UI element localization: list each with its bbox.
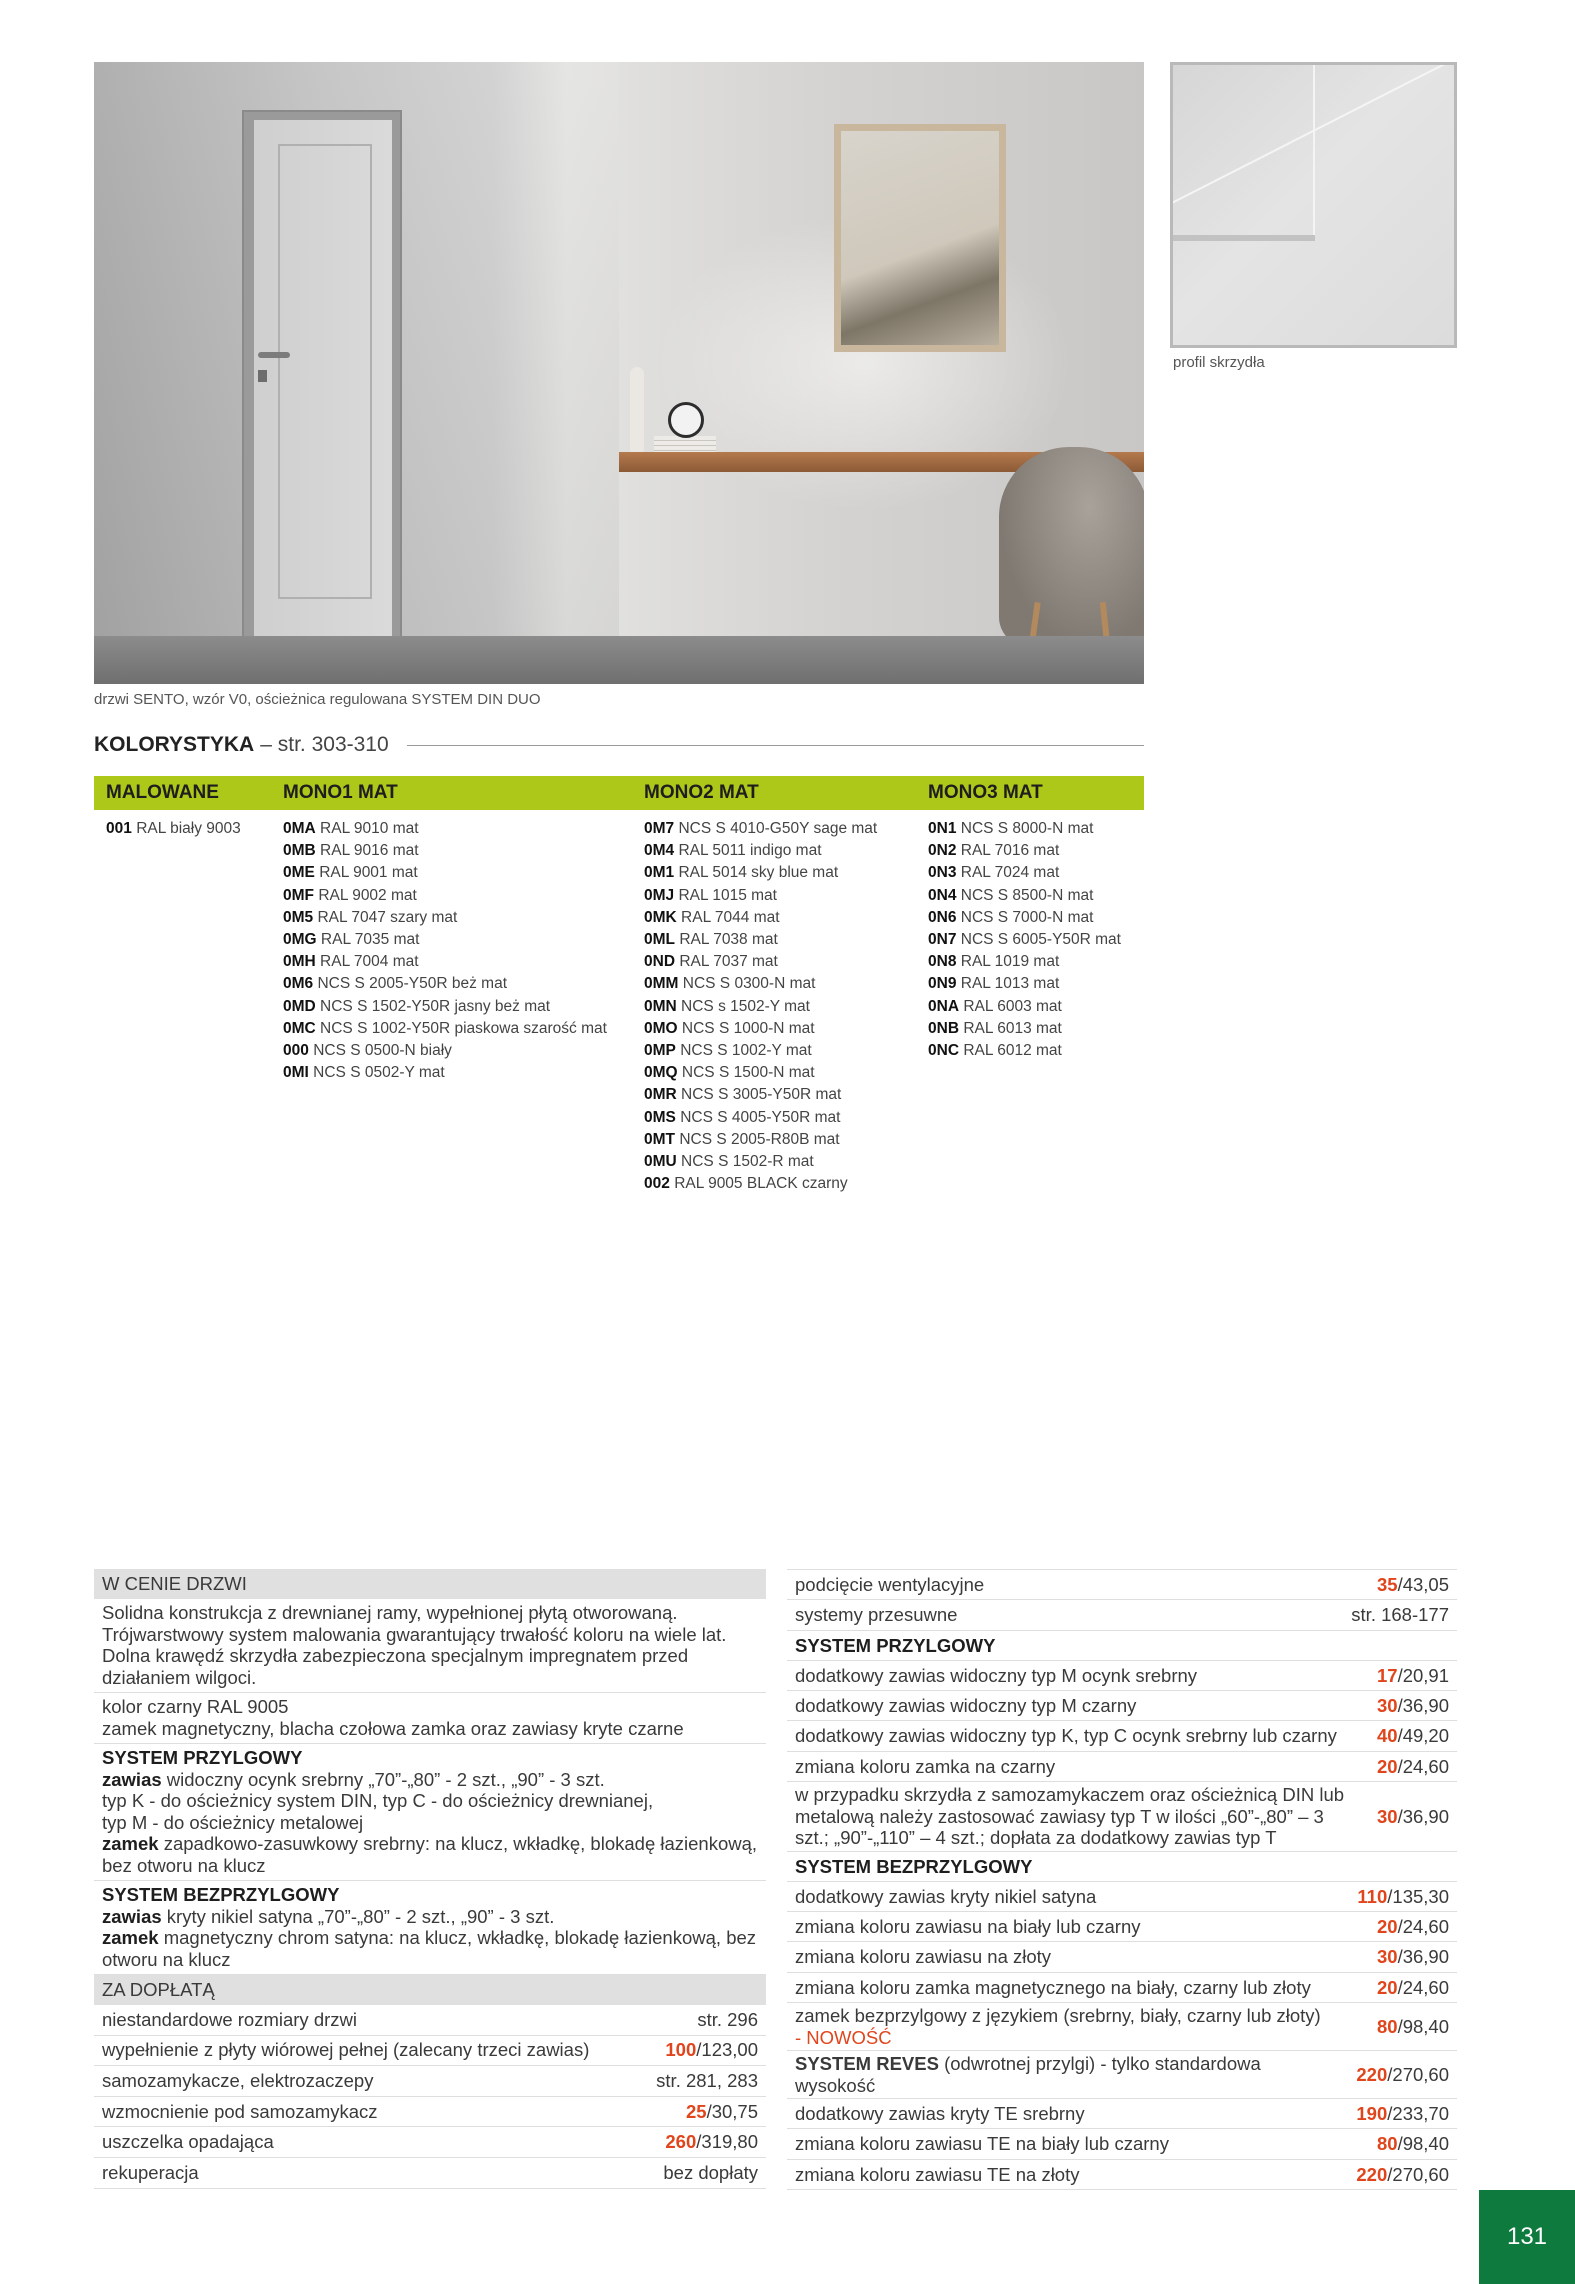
color-entry bbox=[644, 1129, 877, 1151]
color-entry bbox=[644, 1040, 877, 1062]
color-code: 0N3 bbox=[928, 864, 957, 882]
color-name: RAL 7035 mat bbox=[320, 931, 420, 949]
row-label: zmiana koloru zawiasu TE na złoty bbox=[795, 2163, 1080, 2185]
color-code: 0MU bbox=[644, 1153, 677, 1171]
row-label: systemy przesuwne bbox=[795, 1604, 958, 1626]
color-entry bbox=[644, 951, 877, 973]
bezprzylgowy-zawias bbox=[102, 1906, 758, 1928]
price-row bbox=[787, 2099, 1457, 2129]
page-number: 131 bbox=[1479, 2190, 1575, 2284]
zamek-text: zapadkowo-zasuwkowy srebrny: na klucz, wkładkę, blokadę łazienkową, bez otworu na klucz bbox=[102, 1833, 758, 1876]
row-label: dodatkowy zawias widoczny typ M ocynk srebrny bbox=[795, 1664, 1198, 1686]
color-entry bbox=[644, 973, 877, 995]
color-entry bbox=[283, 907, 607, 929]
price-row bbox=[787, 1661, 1457, 1691]
color-code: 0NC bbox=[928, 1042, 960, 1060]
color-code: 0MO bbox=[644, 1019, 678, 1037]
books bbox=[654, 436, 716, 452]
price-gross: str. 168-177 bbox=[1351, 1604, 1449, 1626]
color-code: 0MQ bbox=[644, 1064, 678, 1082]
row-price bbox=[665, 2039, 758, 2061]
color-entry bbox=[644, 1018, 877, 1040]
row-price bbox=[656, 2070, 758, 2092]
color-entry bbox=[283, 1018, 607, 1040]
row-price bbox=[1377, 1695, 1449, 1717]
color-entry bbox=[283, 818, 607, 840]
price-net: 110 bbox=[1357, 1885, 1388, 1907]
row-label: zmiana koloru zawiasu na biały lub czarny bbox=[795, 1916, 1141, 1938]
bezprzylgowy-title: SYSTEM BEZPRZYLGOWY bbox=[102, 1884, 340, 1905]
door-photo bbox=[94, 62, 1144, 684]
color-name: RAL 7038 mat bbox=[679, 931, 778, 949]
photo-caption: drzwi SENTO, wzór V0, ościeżnica regulowana SYSTEM DIN DUO bbox=[94, 691, 541, 708]
row-label: dodatkowy zawias kryty TE srebrny bbox=[795, 2102, 1085, 2124]
price-gross: /98,40 bbox=[1397, 2015, 1449, 2037]
price-row bbox=[94, 2066, 766, 2097]
color-entry bbox=[283, 929, 607, 951]
color-name: NCS S 7000-N mat bbox=[960, 908, 1094, 926]
color-name: NCS S 2005-Y50R beż mat bbox=[317, 975, 508, 993]
price-gross: /135,30 bbox=[1387, 1885, 1449, 1907]
price-gross: /36,90 bbox=[1397, 1805, 1449, 1827]
doplata-header: ZA DOPŁATĄ bbox=[94, 1975, 766, 2005]
row-label: w przypadku skrzydła z samozamykaczem oraz ościeżnicą DIN lub metalową należy zastosować zawiasy typ T w ilości „60”-„80” – 3 szt.; „90”-„110” – 4 szt.; dopłata za dodatkowy zawias typ T bbox=[795, 1784, 1345, 1849]
color-code: 0ME bbox=[283, 864, 315, 882]
color-name: RAL 6012 mat bbox=[963, 1042, 1062, 1060]
price-gross: /319,80 bbox=[696, 2131, 758, 2153]
price-gross: /36,90 bbox=[1397, 1946, 1449, 1968]
color-code: 0ML bbox=[644, 931, 675, 949]
color-code: 0MP bbox=[644, 1042, 676, 1060]
price-row bbox=[94, 2097, 766, 2128]
color-code: 0MF bbox=[283, 886, 314, 904]
color-code: 0MN bbox=[644, 997, 677, 1015]
price-net: 40 bbox=[1376, 1725, 1398, 1747]
color-column-mono2 bbox=[644, 818, 877, 1195]
row-price bbox=[665, 2131, 758, 2153]
color-entry bbox=[644, 1173, 877, 1195]
color-code: 0MB bbox=[283, 842, 316, 860]
price-net: 30 bbox=[1376, 1695, 1398, 1717]
color-name: NCS S 3005-Y50R mat bbox=[681, 1086, 842, 1104]
color-name: NCS S 1502-Y50R jasny beż mat bbox=[320, 997, 551, 1015]
przylgowy-zamek bbox=[102, 1833, 758, 1876]
price-gross: /30,75 bbox=[706, 2100, 758, 2122]
color-entry bbox=[928, 1040, 1121, 1062]
color-code: 0ND bbox=[644, 953, 676, 971]
included-features-table bbox=[94, 1569, 766, 2189]
color-entry bbox=[283, 885, 607, 907]
row-price bbox=[1356, 2164, 1449, 2186]
color-entry bbox=[283, 1040, 607, 1062]
kolorystyka-title: KOLORYSTYKA bbox=[94, 733, 255, 756]
color-entry bbox=[644, 818, 877, 840]
price-gross: /98,40 bbox=[1397, 2133, 1449, 2155]
color-entry bbox=[283, 862, 607, 884]
color-entry bbox=[283, 996, 607, 1018]
price-gross: /49,20 bbox=[1397, 1725, 1449, 1747]
mirror-glass bbox=[841, 131, 999, 345]
profile-caption: profil skrzydła bbox=[1173, 354, 1265, 371]
color-entry bbox=[283, 951, 607, 973]
header-mono2: MONO2 MAT bbox=[644, 782, 759, 803]
kolorystyka-heading bbox=[94, 730, 1144, 760]
price-net: 20 bbox=[1376, 1976, 1398, 1998]
price-net: 220 bbox=[1356, 2163, 1388, 2185]
color-name: NCS S 4010-G50Y sage mat bbox=[678, 820, 878, 837]
price-gross: /43,05 bbox=[1397, 1573, 1449, 1595]
color-entry bbox=[644, 840, 877, 862]
color-code: 0MI bbox=[283, 1064, 309, 1082]
bezprzylgowy-info bbox=[94, 1881, 766, 1975]
price-row bbox=[787, 1752, 1457, 1782]
color-entry bbox=[644, 907, 877, 929]
price-gross: str. 296 bbox=[697, 2008, 758, 2030]
color-name: RAL 6013 mat bbox=[963, 1019, 1062, 1037]
row-label: wypełnienie z płyty wiórowej pełnej (zalecany trzeci zawias) bbox=[102, 2039, 590, 2061]
leaf-profile-image bbox=[1170, 62, 1457, 348]
color-code: 0M4 bbox=[644, 842, 675, 860]
color-code: 0N7 bbox=[928, 931, 957, 949]
color-code: 0MG bbox=[283, 931, 317, 949]
price-net: 80 bbox=[1376, 2133, 1398, 2155]
color-entry bbox=[644, 885, 877, 907]
price-row bbox=[787, 1973, 1457, 2003]
color-entry bbox=[928, 840, 1121, 862]
color-code: 0NA bbox=[928, 997, 960, 1015]
color-name: RAL 5011 indigo mat bbox=[678, 842, 822, 860]
przylgowy-typ-k: typ K - do ościeżnicy system DIN, typ C - do ościeżnicy drewnianej, bbox=[102, 1790, 654, 1811]
price-gross: /233,70 bbox=[1387, 2102, 1449, 2124]
row-price bbox=[1377, 2016, 1449, 2038]
color-name: NCS s 1502-Y mat bbox=[681, 997, 810, 1015]
price-gross: /24,60 bbox=[1397, 1916, 1449, 1938]
color-name: NCS S 2005-R80B mat bbox=[679, 1130, 840, 1148]
color-code: 000 bbox=[283, 1042, 309, 1060]
row-price bbox=[697, 2009, 758, 2031]
color-name: RAL 7044 mat bbox=[681, 908, 780, 926]
price-row bbox=[787, 1782, 1457, 1852]
color-name: NCS S 0500-N biały bbox=[313, 1042, 452, 1060]
zawias-text: kryty nikiel satyna „70”-„80” - 2 szt., „90” - 3 szt. bbox=[161, 1905, 555, 1927]
black-variant-info bbox=[94, 1693, 766, 1744]
price-row bbox=[787, 2129, 1457, 2159]
row-label: rekuperacja bbox=[102, 2161, 199, 2183]
price-net: 20 bbox=[1376, 1916, 1398, 1938]
row-price bbox=[1356, 2064, 1449, 2086]
price-net: 17 bbox=[1376, 1664, 1398, 1686]
color-name: RAL 1019 mat bbox=[960, 953, 1060, 971]
color-code: 0MD bbox=[283, 997, 316, 1015]
price-row-wentylacja bbox=[787, 1570, 1457, 1600]
color-entry bbox=[928, 818, 1121, 840]
w-cenie-header: W CENIE DRZWI bbox=[94, 1569, 766, 1599]
row-label bbox=[795, 2005, 1339, 2048]
price-gross: /36,90 bbox=[1397, 1695, 1449, 1717]
zawias-label: zawias bbox=[102, 1905, 162, 1927]
color-name: NCS S 8500-N mat bbox=[960, 886, 1094, 904]
row-label: dodatkowy zawias widoczny typ M czarny bbox=[795, 1695, 1137, 1717]
reves-text: (odwrotnej przylgi) - tylko standardowa wysokość bbox=[795, 2053, 1261, 2096]
zamek-label: zamek bbox=[102, 1833, 159, 1854]
row-price bbox=[1377, 1977, 1449, 1999]
te-price-rows bbox=[787, 2099, 1457, 2190]
color-code: 0N4 bbox=[928, 886, 957, 904]
row-label bbox=[795, 2053, 1356, 2096]
color-name: RAL 9016 mat bbox=[320, 842, 419, 860]
price-net: 30 bbox=[1376, 1946, 1398, 1968]
color-name: RAL 1015 mat bbox=[678, 886, 777, 904]
row-label: zmiana koloru zawiasu TE na biały lub czarny bbox=[795, 2133, 1169, 2155]
przylgowy-zawias bbox=[102, 1769, 758, 1791]
color-name: NCS S 1500-N mat bbox=[681, 1064, 815, 1082]
row-price bbox=[1377, 1756, 1449, 1778]
row-price bbox=[1377, 1916, 1449, 1938]
row-price bbox=[1351, 1604, 1449, 1626]
right-przylgowy-title: SYSTEM PRZYLGOWY bbox=[787, 1631, 1457, 1661]
color-name: RAL biały 9003 bbox=[136, 820, 241, 837]
header-malowane: MALOWANE bbox=[106, 782, 219, 803]
extras-table bbox=[787, 1569, 1457, 2190]
door-panel bbox=[278, 144, 372, 599]
color-name: RAL 9005 BLACK czarny bbox=[674, 1175, 848, 1193]
color-code: 0N8 bbox=[928, 953, 957, 971]
color-name: RAL 1013 mat bbox=[960, 975, 1060, 993]
color-code: 0MT bbox=[644, 1130, 675, 1148]
color-entry bbox=[644, 1107, 877, 1129]
color-entry bbox=[928, 951, 1121, 973]
reves-title: SYSTEM REVES bbox=[795, 2053, 939, 2075]
color-entry bbox=[928, 1018, 1121, 1040]
doplata-rows bbox=[94, 2005, 766, 2189]
zawias-label: zawias bbox=[102, 1768, 162, 1790]
row-price bbox=[1377, 2133, 1449, 2155]
clock-icon bbox=[668, 402, 704, 438]
color-name: NCS S 1000-N mat bbox=[681, 1019, 815, 1037]
przylgowy-info bbox=[94, 1744, 766, 1881]
price-row bbox=[787, 1882, 1457, 1912]
color-entry bbox=[928, 862, 1121, 884]
header-mono1: MONO1 MAT bbox=[283, 782, 398, 803]
color-entry bbox=[928, 907, 1121, 929]
color-column-mono3 bbox=[928, 818, 1121, 1062]
color-entry bbox=[106, 818, 241, 840]
row-label: dodatkowy zawias widoczny typ K, typ C ocynk srebrny lub czarny bbox=[795, 1725, 1337, 1747]
color-code: 0N2 bbox=[928, 842, 957, 860]
color-column-malowane bbox=[106, 818, 241, 840]
color-code: 0M5 bbox=[283, 908, 314, 926]
floor bbox=[94, 636, 1144, 684]
price-row bbox=[787, 2160, 1457, 2190]
color-name: NCS S 0300-N mat bbox=[682, 975, 816, 993]
color-column-mono1 bbox=[283, 818, 607, 1084]
zamek-text: magnetyczny chrom satyna: na klucz, wkładkę, blokadę łazienkową, bez otworu na klucz bbox=[102, 1927, 757, 1970]
color-entry bbox=[283, 840, 607, 862]
color-code: 0MH bbox=[283, 953, 316, 971]
heading-rule bbox=[407, 745, 1144, 746]
kolorystyka-pages: – str. 303-310 bbox=[260, 733, 389, 756]
color-name: RAL 6003 mat bbox=[963, 997, 1062, 1015]
przylgowy-typ-m: typ M - do ościeżnicy metalowej bbox=[102, 1811, 364, 1833]
row-price bbox=[1356, 2103, 1449, 2125]
row-price bbox=[1357, 1886, 1449, 1908]
price-net: 220 bbox=[1356, 2063, 1388, 2085]
color-code: 001 bbox=[106, 820, 132, 837]
price-net: 30 bbox=[1376, 1805, 1398, 1827]
color-name: NCS S 8000-N mat bbox=[960, 820, 1094, 837]
color-name: RAL 7024 mat bbox=[960, 864, 1060, 882]
row-label: wzmocnienie pod samozamykacz bbox=[102, 2100, 378, 2122]
price-row bbox=[94, 2036, 766, 2067]
color-code: 0NB bbox=[928, 1019, 960, 1037]
color-name: RAL 7037 mat bbox=[679, 953, 778, 971]
price-row-reves bbox=[787, 2051, 1457, 2099]
price-row-przesuwne bbox=[787, 1600, 1457, 1630]
color-name: RAL 5014 sky blue mat bbox=[678, 864, 839, 882]
row-label: podcięcie wentylacyjne bbox=[795, 1573, 985, 1595]
color-name: RAL 9002 mat bbox=[318, 886, 417, 904]
color-code: 0N9 bbox=[928, 975, 957, 993]
przylgowy-price-rows bbox=[787, 1661, 1457, 1852]
color-name: NCS S 1002-Y50R piaskowa szarość mat bbox=[320, 1019, 607, 1037]
price-net: 25 bbox=[685, 2100, 707, 2122]
vase bbox=[630, 367, 644, 452]
door-lock bbox=[258, 370, 267, 382]
profile-groove bbox=[1173, 235, 1315, 241]
price-gross: bez dopłaty bbox=[663, 2161, 758, 2183]
color-code: 0MM bbox=[644, 975, 679, 993]
color-entry bbox=[644, 996, 877, 1018]
color-code: 0MJ bbox=[644, 886, 675, 904]
price-gross: /270,60 bbox=[1387, 2163, 1449, 2185]
color-name: NCS S 0502-Y mat bbox=[313, 1064, 445, 1082]
price-gross: str. 281, 283 bbox=[656, 2069, 758, 2091]
price-gross: /20,91 bbox=[1397, 1664, 1449, 1686]
row-label: samozamykacze, elektrozaczepy bbox=[102, 2069, 374, 2091]
black-hardware-line: zamek magnetyczny, blacha czołowa zamka oraz zawiasy kryte czarne bbox=[102, 1717, 684, 1739]
new-badge: - NOWOŚĆ bbox=[795, 2026, 892, 2048]
color-entry bbox=[928, 996, 1121, 1018]
bezprzylgowy-zamek bbox=[102, 1927, 758, 1970]
price-row bbox=[94, 2127, 766, 2158]
right-bezprzylgowy-title: SYSTEM BEZPRZYLGOWY bbox=[787, 1852, 1457, 1882]
color-name: RAL 7047 szary mat bbox=[317, 908, 458, 926]
row-label: zmiana koloru zamka magnetycznego na biały, czarny lub złoty bbox=[795, 1976, 1311, 1998]
color-entry bbox=[644, 1151, 877, 1173]
color-name: NCS S 1502-R mat bbox=[681, 1153, 814, 1171]
color-name: RAL 7004 mat bbox=[320, 953, 419, 971]
color-entry bbox=[644, 862, 877, 884]
construction-description: Solidna konstrukcja z drewnianej ramy, wypełnionej płytą otworowaną. Trójwarstwowy system malowania gwarantujący trwałość koloru na wiele lat. Dolna krawędź skrzydła zabezpieczona specjalnym impregnatem przed działaniem wilgoci. bbox=[94, 1599, 766, 1693]
color-code: 0N1 bbox=[928, 820, 957, 837]
bezprzylgowy-price-rows bbox=[787, 1882, 1457, 2003]
zamek-label: zamek bbox=[102, 1927, 159, 1948]
profile-edge bbox=[1313, 65, 1315, 235]
color-entry bbox=[928, 885, 1121, 907]
row-price bbox=[686, 2101, 758, 2123]
wall-mirror bbox=[834, 124, 1006, 352]
row-price bbox=[1377, 1574, 1449, 1596]
color-name: NCS S 4005-Y50R mat bbox=[680, 1108, 841, 1126]
price-net: 190 bbox=[1356, 2102, 1388, 2124]
color-code: 0MA bbox=[283, 820, 316, 837]
row-label: niestandardowe rozmiary drzwi bbox=[102, 2008, 357, 2030]
price-gross: /123,00 bbox=[696, 2039, 758, 2061]
zawias-text: widoczny ocynk srebrny „70”-„80” - 2 szt., „90” - 3 szt. bbox=[161, 1768, 605, 1790]
color-entry bbox=[644, 1084, 877, 1106]
row-price bbox=[1377, 1725, 1449, 1747]
color-table-header bbox=[94, 776, 1144, 810]
price-row-bezprzylgowy-zamek bbox=[787, 2003, 1457, 2051]
color-code: 0MC bbox=[283, 1019, 316, 1037]
price-row bbox=[94, 2158, 766, 2189]
price-gross: /24,60 bbox=[1397, 1755, 1449, 1777]
row-price bbox=[1377, 1946, 1449, 1968]
row-label: zmiana koloru zawiasu na złoty bbox=[795, 1946, 1052, 1968]
color-name: RAL 9010 mat bbox=[320, 820, 419, 837]
color-name: NCS S 1002-Y mat bbox=[680, 1042, 812, 1060]
armchair bbox=[999, 447, 1144, 647]
color-code: 0M1 bbox=[644, 864, 675, 882]
row-label: uszczelka opadająca bbox=[102, 2131, 274, 2153]
color-entry bbox=[644, 929, 877, 951]
color-entry bbox=[928, 929, 1121, 951]
color-name: RAL 9001 mat bbox=[319, 864, 418, 882]
price-row bbox=[94, 2005, 766, 2036]
color-code: 0M7 bbox=[644, 820, 675, 837]
color-code: 0MK bbox=[644, 908, 677, 926]
color-code: 002 bbox=[644, 1175, 670, 1193]
color-name: RAL 7016 mat bbox=[960, 842, 1060, 860]
color-name: NCS S 6005-Y50R mat bbox=[960, 931, 1121, 949]
color-code: 0M6 bbox=[283, 975, 314, 993]
row-label: dodatkowy zawias kryty nikiel satyna bbox=[795, 1885, 1097, 1907]
row-price bbox=[1377, 1806, 1449, 1828]
row-label-text: zamek bezprzylgowy z językiem (srebrny, biały, czarny lub złoty) bbox=[795, 2005, 1321, 2027]
color-entry bbox=[644, 1062, 877, 1084]
price-row bbox=[787, 1912, 1457, 1942]
row-price bbox=[1377, 1665, 1449, 1687]
color-code: 0MR bbox=[644, 1086, 677, 1104]
color-entry bbox=[283, 973, 607, 995]
row-label: zmiana koloru zamka na czarny bbox=[795, 1755, 1056, 1777]
price-net: 35 bbox=[1376, 1573, 1398, 1595]
color-code: 0N6 bbox=[928, 908, 957, 926]
price-net: 260 bbox=[665, 2131, 697, 2153]
door-handle bbox=[258, 352, 290, 358]
price-gross: /24,60 bbox=[1397, 1976, 1449, 1998]
price-gross: /270,60 bbox=[1387, 2063, 1449, 2085]
przylgowy-title: SYSTEM PRZYLGOWY bbox=[102, 1747, 303, 1768]
price-net: 80 bbox=[1376, 2015, 1398, 2037]
price-net: 100 bbox=[665, 2039, 697, 2061]
price-row bbox=[787, 1721, 1457, 1751]
color-entry bbox=[928, 973, 1121, 995]
black-color-line: kolor czarny RAL 9005 bbox=[102, 1696, 289, 1717]
header-mono3: MONO3 MAT bbox=[928, 782, 1043, 803]
color-entry bbox=[283, 1062, 607, 1084]
price-row bbox=[787, 1942, 1457, 1972]
price-row bbox=[787, 1691, 1457, 1721]
color-code: 0MS bbox=[644, 1108, 676, 1126]
row-price bbox=[663, 2162, 758, 2184]
price-net: 20 bbox=[1376, 1755, 1398, 1777]
